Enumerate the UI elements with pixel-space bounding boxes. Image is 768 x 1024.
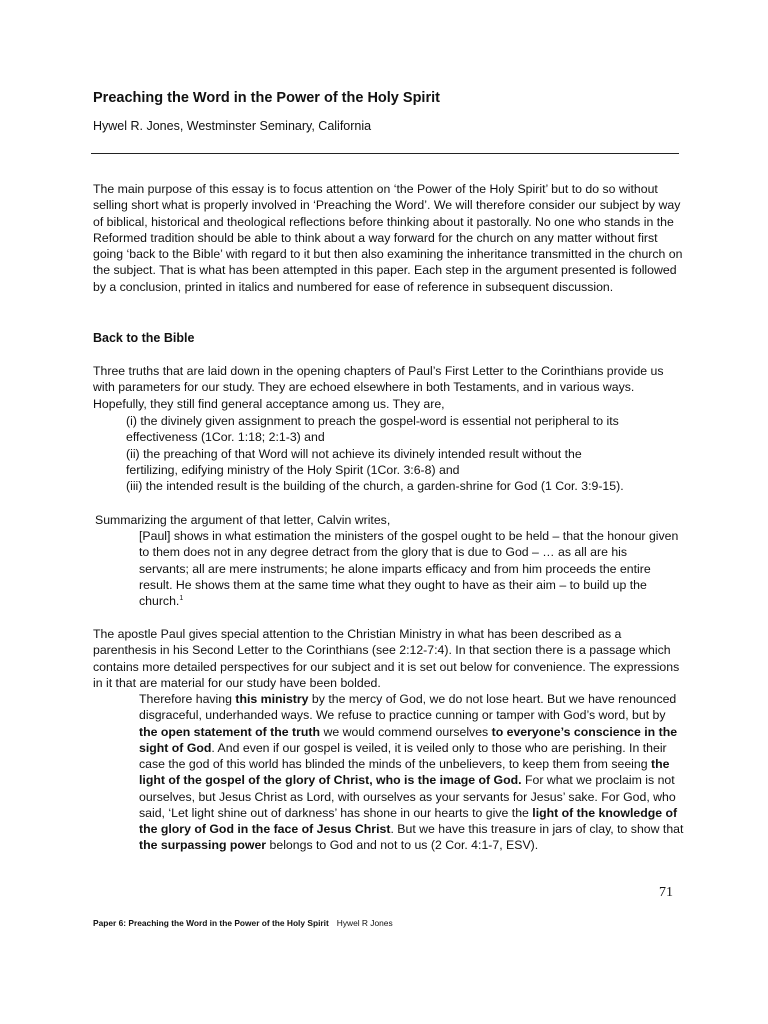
truth-item-1	[126, 413, 686, 446]
calvin-quote-text: [Paul] shows in what estimation the ministers of the gospel ought to be held – that the honour given to them does not in any degree detract from the glory that is due to God – … as all are his servants; all are mere instruments; he alone imparts efficacy and from him proceeds the entire result. He shows them at the same time what they ought to have as their aim – to build up the church.	[139, 529, 679, 609]
page-footer	[93, 918, 393, 928]
truth-item-2	[126, 446, 686, 479]
quote-text-segment: . But we have this treasure in jars of clay, to show that	[390, 822, 684, 836]
truths-list	[126, 413, 686, 494]
footer-author: Hywel R Jones	[336, 918, 393, 928]
truth-item-3	[126, 478, 686, 494]
calvin-intro: Summarizing the argument of that letter, Calvin writes,	[95, 513, 391, 527]
quote-text-segment: belongs to God and not to us (2 Cor. 4:1-7, ESV).	[266, 838, 539, 853]
footer-paper-title: Paper 6: Preaching the Word in the Power of the Holy Spirit	[93, 918, 329, 928]
truth-item-1-line1: (i) the divinely given assignment to preach the gospel-word is essential not peripheral to its	[126, 414, 619, 428]
quote-text-segment: . And even if our gospel is veiled, it is veiled only to those who are perishing. In their case the god of this world has blinded the minds of the unbelievers, to keep them from seeing	[139, 740, 667, 771]
paul-paragraph: The apostle Paul gives special attention to the Christian Ministry in what has been described as a parenthesis in his Second Letter to the Corinthians (see 2:12-7:4). In that section there is a passage which contains more detailed perspectives for our subject and it is set out below for convenience. The expressions in it that are material for our study have been bolded.	[93, 627, 680, 690]
intro-paragraph: The main purpose of this essay is to focus attention on ‘the Power of the Holy Spirit’ but to do so without selling short what is properly involved in ‘Preaching the Word’. We will therefore consider our subject by way of biblical, historical and theological reflections before thinking about it pastorally. No one who stands in the Reformed tradition should be able to think about a way forward for the church on any matter without first going ‘back to the Bible’ with regard to it but then also examining the inheritance transmitted in the church on the subject. That is what has been attempted in this paper. Each step in the argument presented is followed by a conclusion, printed in italics and numbered for ease of reference in subsequent discussion.	[93, 182, 683, 294]
corinthians-quote	[139, 691, 687, 854]
truths-intro-paragraph: Three truths that are laid down in the opening chapters of Paul’s First Letter to the Corinthians provide us with parameters for our study. They are echoed elsewhere in both Testaments, and in various ways. Hopefully, they still find general acceptance among us. They are,	[93, 364, 664, 411]
footnote-marker: 1	[179, 595, 184, 603]
quote-bold-segment: the surpassing power	[139, 838, 267, 853]
quote-bold-segment: the open statement of the truth	[139, 724, 321, 739]
quote-text-segment: Therefore having	[139, 692, 236, 706]
quote-bold-segment: the light of the gospel of the glory of Christ, who is the image of God.	[139, 757, 670, 788]
truth-item-3-line1: (iii) the intended result is the building of the church, a garden-shrine for God (1 Cor. 3:9-15).	[126, 479, 624, 494]
quote-text-segment: by the mercy of God, we do not lose heart. But we have renounced disgraceful, underhanded ways. We refuse to practice cunning or tamper with God’s word, but by	[139, 692, 677, 723]
page-number: 71	[659, 885, 673, 900]
calvin-quote	[139, 528, 679, 609]
quote-bold-segment: this ministry	[235, 692, 309, 706]
quote-bold-segment: light of the knowledge of the glory of God in the face of Jesus Christ	[139, 805, 678, 836]
title-divider	[91, 153, 679, 154]
author-line: Hywel R. Jones, Westminster Seminary, California	[93, 119, 372, 133]
truth-item-2-line2: fertilizing, edifying ministry of the Holy Spirit (1Cor. 3:6-8) and	[126, 462, 460, 477]
quote-bold-segment: to everyone’s conscience in the sight of God	[139, 724, 678, 755]
truth-item-1-line2: effectiveness (1Cor. 1:18; 2:1-3) and	[126, 430, 325, 445]
document-title: Preaching the Word in the Power of the Holy Spirit	[93, 90, 440, 106]
section-heading: Back to the Bible	[93, 331, 195, 345]
truth-item-2-line1: (ii) the preaching of that Word will not achieve its divinely intended result without the	[126, 446, 582, 461]
quote-text-segment: For what we proclaim is not ourselves, but Jesus Christ as Lord, with ourselves as your servants for Jesus’ sake. For God, who said, ‘Let light shine out of darkness’ has shone in our hearts to give the	[139, 773, 676, 820]
quote-text-segment: we would commend ourselves	[320, 724, 492, 739]
